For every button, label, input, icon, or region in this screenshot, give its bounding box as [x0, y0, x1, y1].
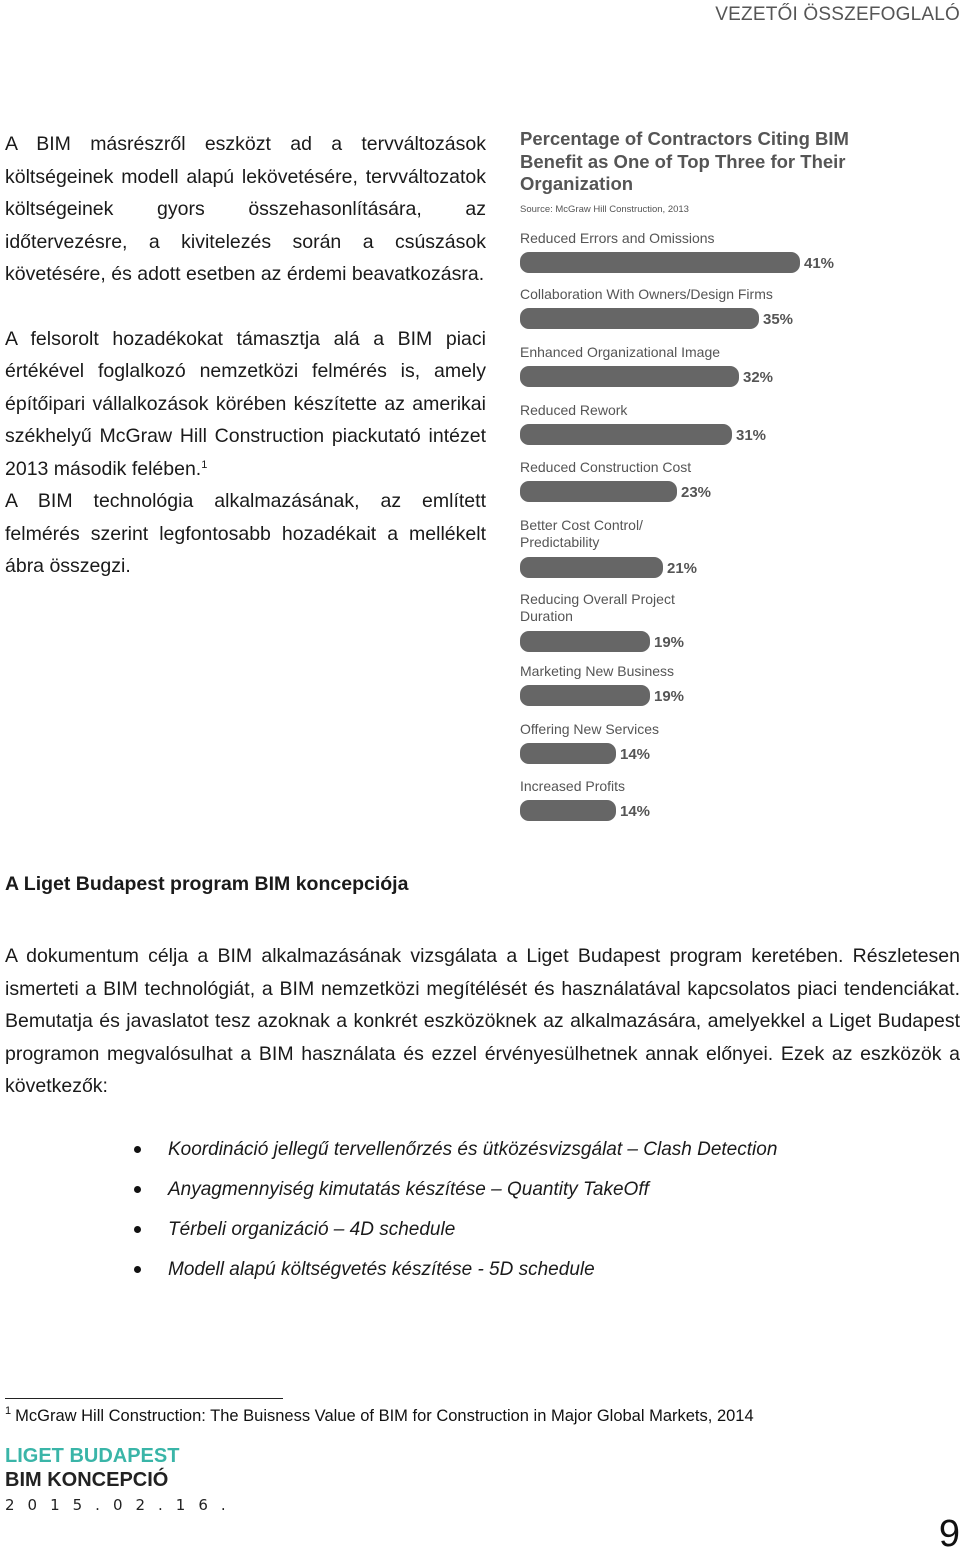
bar — [520, 308, 759, 329]
bullet-icon — [134, 1226, 141, 1233]
value-label: 14% — [620, 746, 651, 763]
tools-list — [0, 1134, 900, 1294]
intro-paragraph-2-text: A felsorolt hozadékokat támasztja alá a BIM piaci értékével foglalkozó nemzetközi felmérés is, amely építőipari vállalkozások körében készítette az amerikai székhelyű McGraw Hill Construction piackutató intézet 2013 második felében. — [5, 327, 486, 480]
category-label: Better Cost Control/ — [520, 517, 643, 533]
value-label: 21% — [667, 560, 698, 577]
category-label: Predictability — [520, 534, 600, 550]
category-label: Enhanced Organizational Image — [520, 344, 721, 360]
value-label: 19% — [654, 634, 685, 651]
value-label: 32% — [743, 369, 774, 386]
running-header: VEZETŐI ÖSSZEFOGLALÓ — [715, 4, 960, 25]
value-label: 41% — [804, 255, 835, 272]
bar — [520, 631, 650, 652]
category-label: Reducing Overall Project — [520, 591, 675, 607]
category-label: Increased Profits — [520, 778, 626, 794]
category-label: Duration — [520, 608, 573, 624]
footnote-text: McGraw Hill Construction: The Buisness Value of BIM for Construction in Major Global Markets, 2014 — [15, 1407, 754, 1425]
brand-name: LIGET BUDAPEST — [5, 1445, 180, 1467]
intro-paragraph-1: A BIM másrészről eszközt ad a tervváltozások költségeinek modell alapú lekövetésére, tervváltozatok költségeinek gyors összehasonlítására, az időtervezésre, a kivitelezés során a csúszások követésére, és adott esetben az érdemi beavatkozásra. — [5, 133, 486, 285]
document-date: 2015.02.16. — [5, 1496, 239, 1514]
list-item — [0, 1254, 900, 1294]
section-heading: A Liget Budapest program BIM koncepciója — [5, 873, 409, 895]
category-label: Reduced Errors and Omissions — [520, 230, 715, 246]
chart-plot — [500, 118, 904, 830]
value-label: 35% — [763, 311, 794, 328]
intro-paragraph-2 — [5, 323, 486, 486]
value-label: 31% — [736, 427, 767, 444]
list-item — [0, 1214, 900, 1254]
bar — [520, 252, 800, 273]
page-number: 9 — [938, 1513, 960, 1555]
list-item-text: Térbeli organizáció – 4D schedule — [168, 1219, 456, 1240]
footnote-reference[interactable]: 1 — [201, 458, 208, 471]
bullet-icon — [134, 1266, 141, 1273]
bar — [520, 424, 732, 445]
footnote-number: 1 — [5, 1405, 12, 1417]
footnote-divider — [5, 1398, 283, 1399]
category-label: Offering New Services — [520, 721, 660, 737]
intro-paragraph-3: A BIM technológia alkalmazásának, az említett felmérés szerint legfontosabb hozadékait a mellékelt ábra összegzi. — [5, 490, 486, 577]
list-item — [0, 1174, 900, 1214]
bar — [520, 481, 677, 502]
bar — [520, 743, 616, 764]
bar — [520, 800, 616, 821]
chart-title: Percentage of Contractors Citing BIM Benefit as One of Top Three for Their Organization — [520, 128, 849, 194]
category-label: Collaboration With Owners/Design Firms — [520, 286, 773, 302]
list-item-text: Koordináció jellegű tervellenőrzés és ütközésvizsgálat – Clash Detection — [168, 1139, 778, 1160]
list-item-text: Modell alapú költségvetés készítése - 5D schedule — [168, 1259, 595, 1280]
value-label: 14% — [620, 803, 651, 820]
section-paragraph: A dokumentum célja a BIM alkalmazásának vizsgálata a Liget Budapest program keretében. Részletesen ismerteti a BIM technológiát, a BIM nemzetközi megítélését és használatával kapcsolatos piaci tendenciákat. Bemutatja és javaslatot tesz azoknak a konkrét eszközöknek az alkalmazására, amelyekkel a Liget Budapest programon megvalósulhat a BIM használata és ezzel érvényesülhetnek annak előnyei. Ezek az eszközök a következők: — [5, 945, 960, 1097]
bullet-icon — [134, 1146, 141, 1153]
bullet-icon — [134, 1186, 141, 1193]
bar — [520, 685, 650, 706]
bar — [520, 366, 739, 387]
benefit-chart — [500, 118, 904, 830]
value-label: 19% — [654, 688, 685, 705]
chart-source: Source: McGraw Hill Construction, 2013 — [520, 204, 689, 215]
intro-column — [5, 128, 486, 583]
brand-subtitle: BIM KONCEPCIÓ — [5, 1469, 169, 1491]
category-label: Reduced Construction Cost — [520, 459, 692, 475]
value-label: 23% — [681, 484, 712, 501]
footnote — [5, 1407, 754, 1426]
list-item — [0, 1134, 900, 1174]
category-label: Reduced Rework — [520, 402, 628, 418]
bar — [520, 557, 663, 578]
category-label: Marketing New Business — [520, 663, 675, 679]
list-item-text: Anyagmennyiség kimutatás készítése – Quantity TakeOff — [168, 1179, 649, 1200]
